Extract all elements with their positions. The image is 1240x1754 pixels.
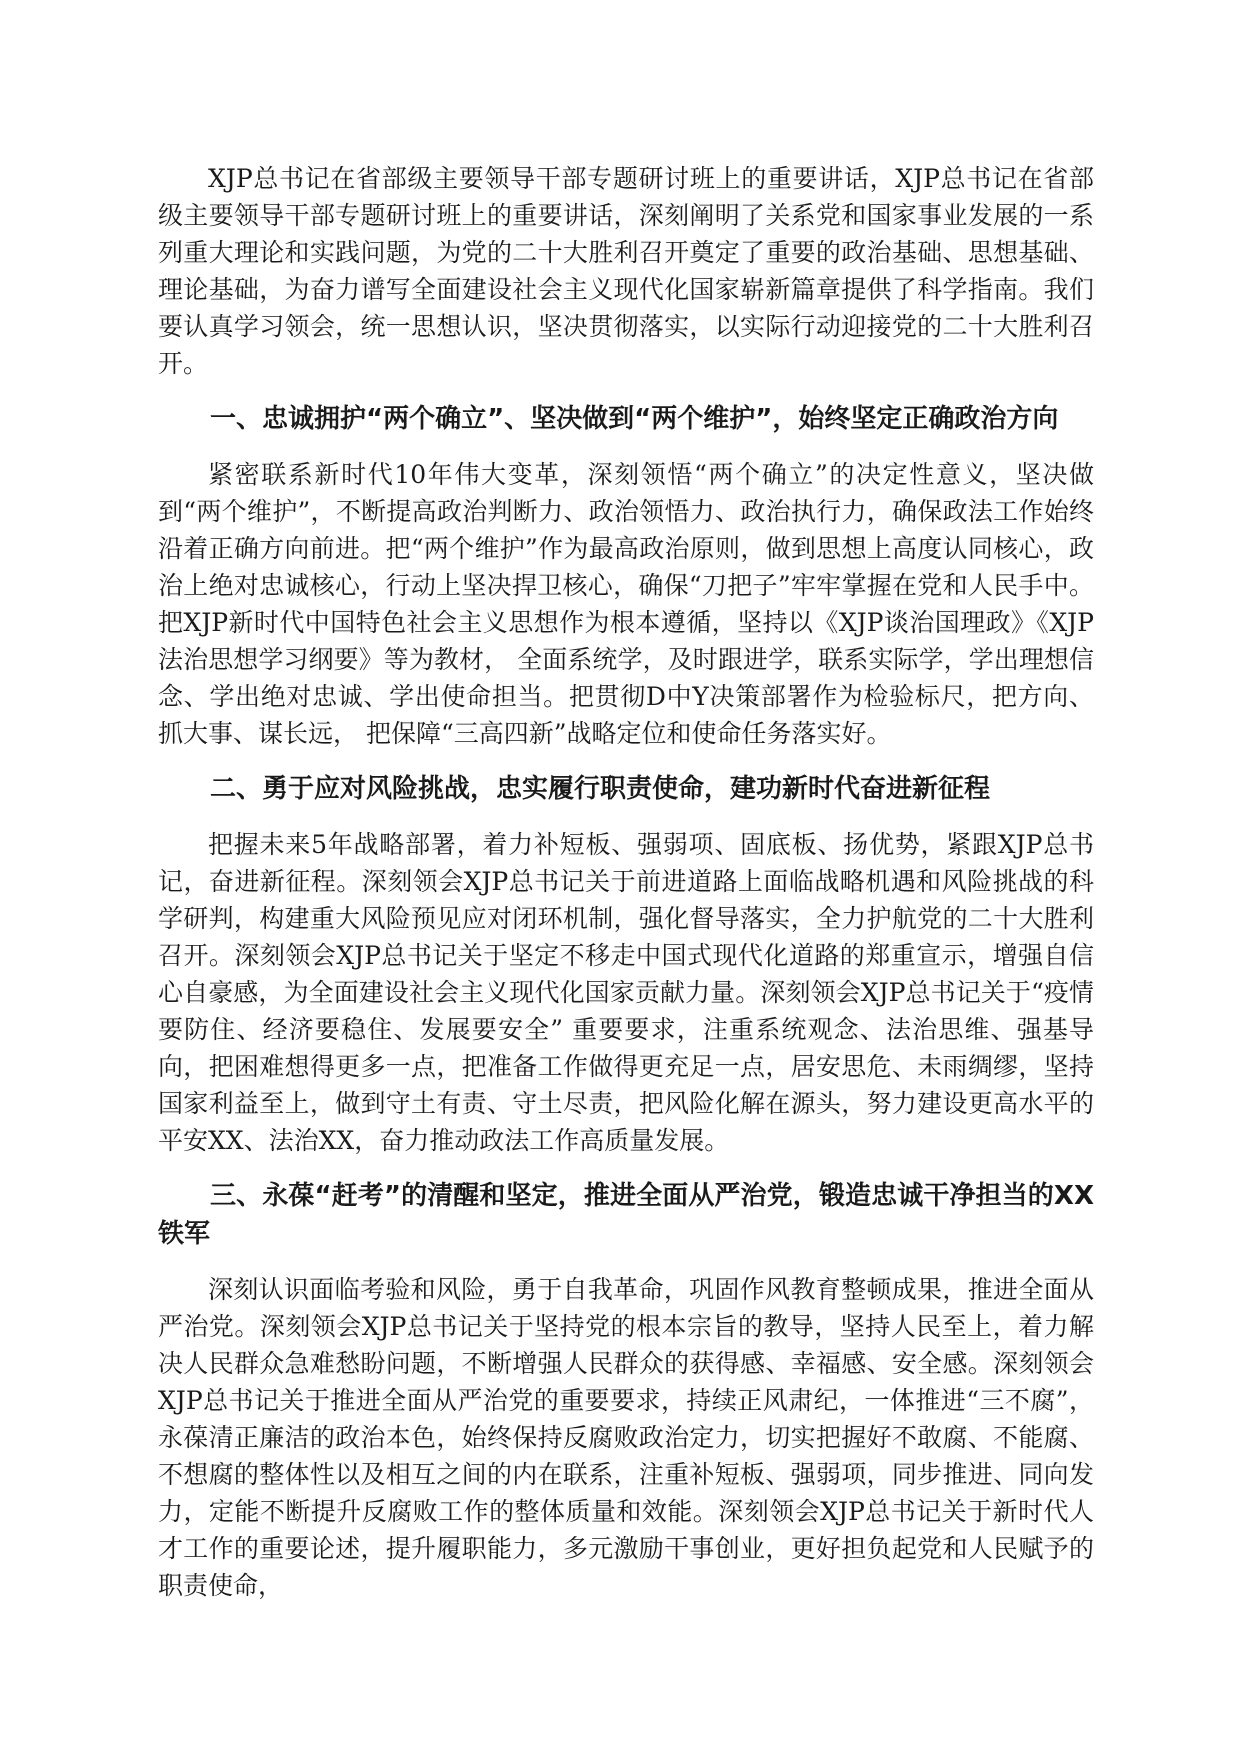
intro-paragraph: XJP总书记在省部级主要领导干部专题研讨班上的重要讲话，XJP总书记在省部级主要领导干部专题研讨班上的重要讲话，深刻阐明了关系党和国家事业发展的一系列重大理论和实践问题，为党的二十大胜利召开奠定了重要的政治基础、思想基础、理论基础，为奋力谱写全面建设社会主义现代化国家崭新篇章提供了科学指南。我们要认真学习领会，统一思想认识，坚决贯彻落实，以实际行动迎接党的二十大胜利召开。 bbox=[158, 164, 1094, 378]
section-body-2: 把握未来5年战略部署，着力补短板、强弱项、固底板、扬优势，紧跟XJP总书记，奋进新征程。深刻领会XJP总书记关于前进道路上面临战略机遇和风险挑战的科学研判，构建重大风险预见应对闭环机制，强化督导落实，全力护航党的二十大胜利召开。深刻领会XJP总书记关于坚定不移走中国式现代化道路的郑重宣示，增强自信心自豪感，为全面建设社会主义现代化国家贡献力量。深刻领会XJP总书记关于“疫情要防住、经济要稳住、发展要安全” 重要要求，注重系统观念、法治思维、强基导向，把困难想得更多一点，把准备工作做得更充足一点，居安思危、未雨绸缪，坚持国家利益至上，做到守土有责、守土尽责，把风险化解在源头，努力建设更高水平的平安XX、法治XX，奋力推动政法工作高质量发展。 bbox=[158, 830, 1094, 1155]
section-body-1: 紧密联系新时代10年伟大变革，深刻领悟“两个确立”的决定性意义，坚决做到“两个维护”，不断提高政治判断力、政治领悟力、政治执行力，确保政法工作始终沿着正确方向前进。把“两个维护”作为最高政治原则，做到思想上高度认同核心，政治上绝对忠诚核心，行动上坚决捍卫核心，确保“刀把子”牢牢掌握在党和人民手中。把XJP新时代中国特色社会主义思想作为根本遵循，坚持以《XJP谈治国理政》《XJP法治思想学习纲要》等为教材， 全面系统学，及时跟进学，联系实际学，学出理想信念、学出绝对忠诚、学出使命担当。把贯彻D中Y决策部署作为检验标尺，把方向、抓大事、谋长远， 把保障“三高四新”战略定位和使命任务落实好。 bbox=[158, 460, 1094, 748]
section-heading-2: 二、勇于应对风险挑战，忠实履行职责使命，建功新时代奋进新征程 bbox=[210, 774, 991, 804]
section-heading-3: 三、永葆“赶考”的清醒和坚定，推进全面从严治党，锻造忠诚干净担当的XX铁军 bbox=[158, 1181, 1094, 1249]
section-body-3: 深刻认识面临考验和风险，勇于自我革命，巩固作风教育整顿成果，推进全面从严治党。深刻领会XJP总书记关于坚持党的根本宗旨的教导，坚持人民至上，着力解决人民群众急难愁盼问题，不断增强人民群众的获得感、幸福感、安全感。深刻领会XJP总书记关于推进全面从严治党的重要要求，持续正风肃纪，一体推进“三不腐”，永葆清正廉洁的政治本色，始终保持反腐败政治定力，切实把握好不敢腐、不能腐、不想腐的整体性以及相互之间的内在联系，注重补短板、强弱项，同步推进、同向发力，定能不断提升反腐败工作的整体质量和效能。深刻领会XJP总书记关于新时代人才工作的重要论述，提升履职能力，多元激励干事创业，更好担负起党和人民赋予的职责使命， bbox=[158, 1275, 1094, 1600]
document-body bbox=[158, 160, 1094, 1622]
section-heading-1: 一、忠诚拥护“两个确立”、坚决做到“两个维护”，始终坚定正确政治方向 bbox=[210, 404, 1059, 434]
